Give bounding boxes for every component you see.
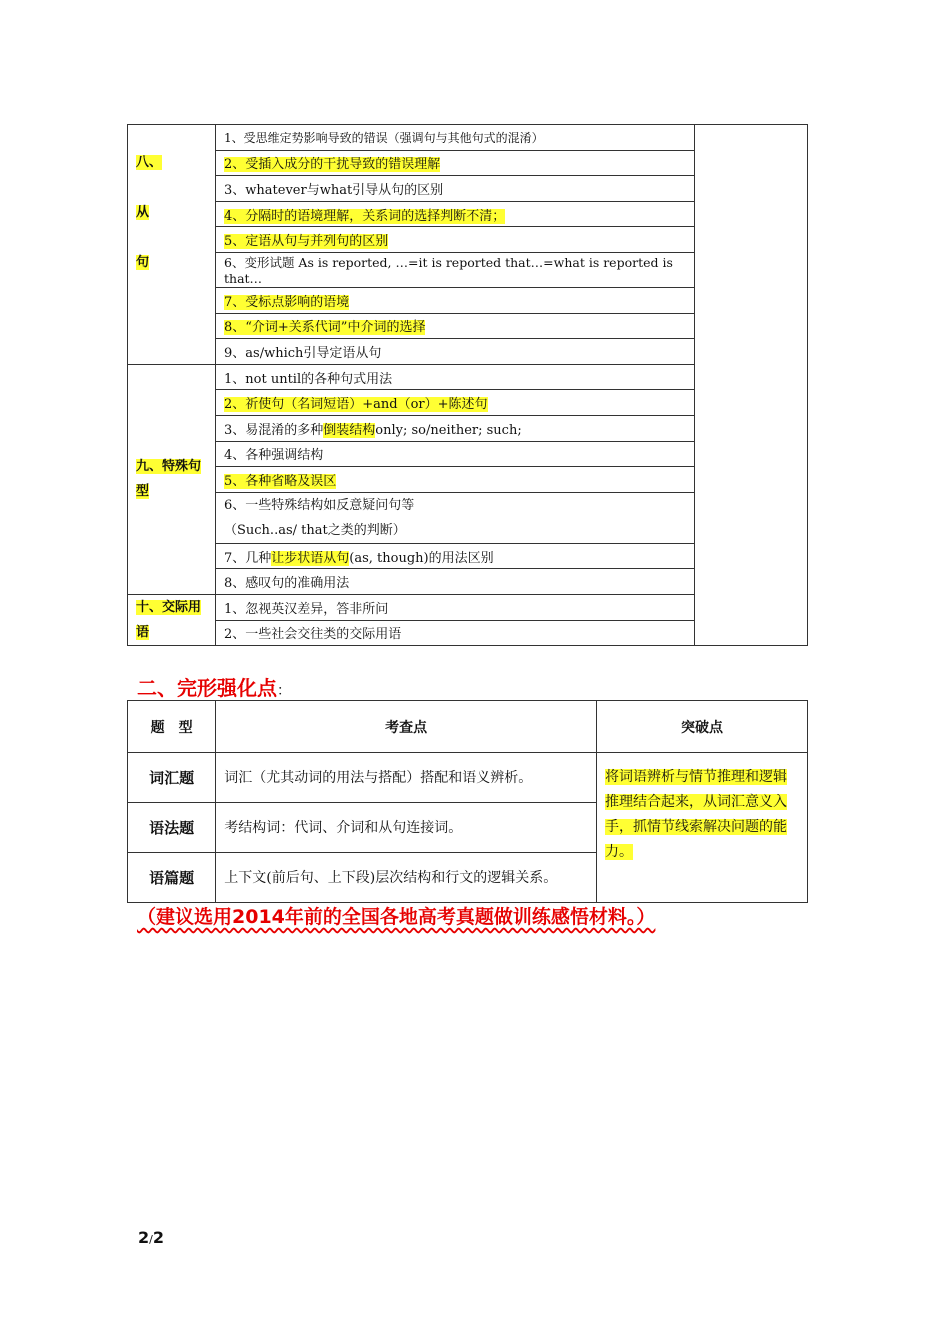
- header-point: 考查点: [216, 701, 597, 753]
- row-point: 词汇（尤其动词的用法与搭配）搭配和语义辨析。: [216, 753, 597, 803]
- item-text: 2、受插入成分的干扰导致的错误理解: [224, 157, 441, 173]
- category-line: 从: [136, 205, 150, 220]
- header-breakthrough: 突破点: [597, 701, 808, 753]
- breakthrough-cell: [597, 753, 808, 903]
- list-item: [216, 620, 695, 646]
- category-special-sentences: [128, 364, 216, 594]
- list-item: [216, 150, 695, 176]
- list-item: [216, 287, 695, 313]
- row-type: 词汇题: [128, 753, 216, 803]
- item-text: 4、各种强调结构: [224, 448, 324, 464]
- item-text: 3、whatever与what引导从句的区别: [224, 182, 444, 198]
- category-communication: [128, 594, 216, 645]
- item-text: (as, though)的用法区别: [349, 550, 494, 566]
- item-text: 9、as/which引导定语从句: [224, 345, 382, 361]
- list-item: [216, 390, 695, 416]
- list-item: [216, 364, 695, 390]
- list-item: [216, 176, 695, 202]
- list-item: [216, 594, 695, 620]
- category-line: 十、交际用: [136, 600, 202, 615]
- item-text: 7、受标点影响的语境: [224, 294, 350, 310]
- item-text: 1、忽视英汉差异，答非所问: [224, 601, 389, 617]
- item-text: （Such..as/ that之类的判断）: [224, 522, 406, 538]
- category-clauses: [128, 125, 216, 365]
- item-text: 3、易混淆的多种: [224, 422, 324, 438]
- section-title: [137, 672, 291, 701]
- list-item: [216, 201, 695, 227]
- section-title-text: 二、完形强化点: [137, 676, 277, 700]
- advice-note: （建议选用2014年前的全国各地高考真题做训练感悟材料。）: [137, 906, 656, 928]
- list-item: [216, 252, 695, 287]
- list-item: [216, 227, 695, 253]
- page-current: 2: [138, 1228, 150, 1247]
- header-type: 题 型: [128, 701, 216, 753]
- blank-column: [695, 125, 808, 646]
- item-text: 1、not until的各种句式用法: [224, 371, 393, 387]
- page-separator: /: [149, 1233, 153, 1246]
- breakthrough-text: 将词语辨析与情节推理和逻辑推理结合起来，从词汇意义入手，抓情节线索解决问题的能力。: [605, 769, 788, 860]
- row-type: 语法题: [128, 803, 216, 853]
- item-text: 8、“介词+关系代词”中介词的选择: [224, 320, 426, 336]
- list-item: [216, 492, 695, 543]
- item-text: only; so/neither; such;: [375, 422, 522, 438]
- item-highlight: 让步状语从句: [271, 550, 350, 566]
- item-text: 5、各种省略及误区: [224, 473, 337, 489]
- list-item: [216, 441, 695, 467]
- page-total: 2: [152, 1228, 164, 1247]
- item-text: 6、变形试题 As is reported, …=it is reported that…=what is reported is that…: [224, 254, 673, 286]
- item-text: 2、祈使句（名词短语）+and（or）+陈述句: [224, 397, 488, 413]
- list-item: [216, 467, 695, 493]
- item-text: 7、几种: [224, 550, 272, 566]
- category-line: 语: [136, 625, 150, 640]
- list-item: [216, 543, 695, 569]
- category-line: 句: [136, 255, 150, 270]
- item-text: 4、分隔时的语境理解，关系词的选择判断不清；: [224, 208, 506, 224]
- category-line: 八、: [136, 155, 163, 170]
- item-text: 6、一些特殊结构如反意疑问句等: [224, 497, 415, 513]
- list-item: [216, 569, 695, 595]
- category-line: 九、特殊句: [136, 459, 202, 475]
- item-text: 8、感叹句的准确用法: [224, 576, 350, 592]
- list-item: [216, 415, 695, 441]
- item-text: 1、受思维定势影响导致的错误（强调句与其他句式的混淆）: [224, 130, 544, 145]
- list-item: [216, 313, 695, 339]
- list-item: [216, 125, 695, 151]
- row-point: 考结构词：代词、介词和从句连接词。: [216, 803, 597, 853]
- item-text: 2、一些社会交往类的交际用语: [224, 627, 402, 643]
- list-item: [216, 339, 695, 365]
- item-text: 5、定语从句与并列句的区别: [224, 234, 389, 250]
- row-point: 上下文(前后句、上下段)层次结构和行文的逻辑关系。: [216, 853, 597, 903]
- item-highlight: 倒装结构: [323, 422, 376, 438]
- cloze-table: [127, 700, 808, 903]
- page-number: [138, 1228, 164, 1247]
- section-title-colon: ：: [277, 683, 291, 699]
- category-line: 型: [136, 484, 150, 500]
- row-type: 语篇题: [128, 853, 216, 903]
- syntax-error-table: [127, 124, 808, 646]
